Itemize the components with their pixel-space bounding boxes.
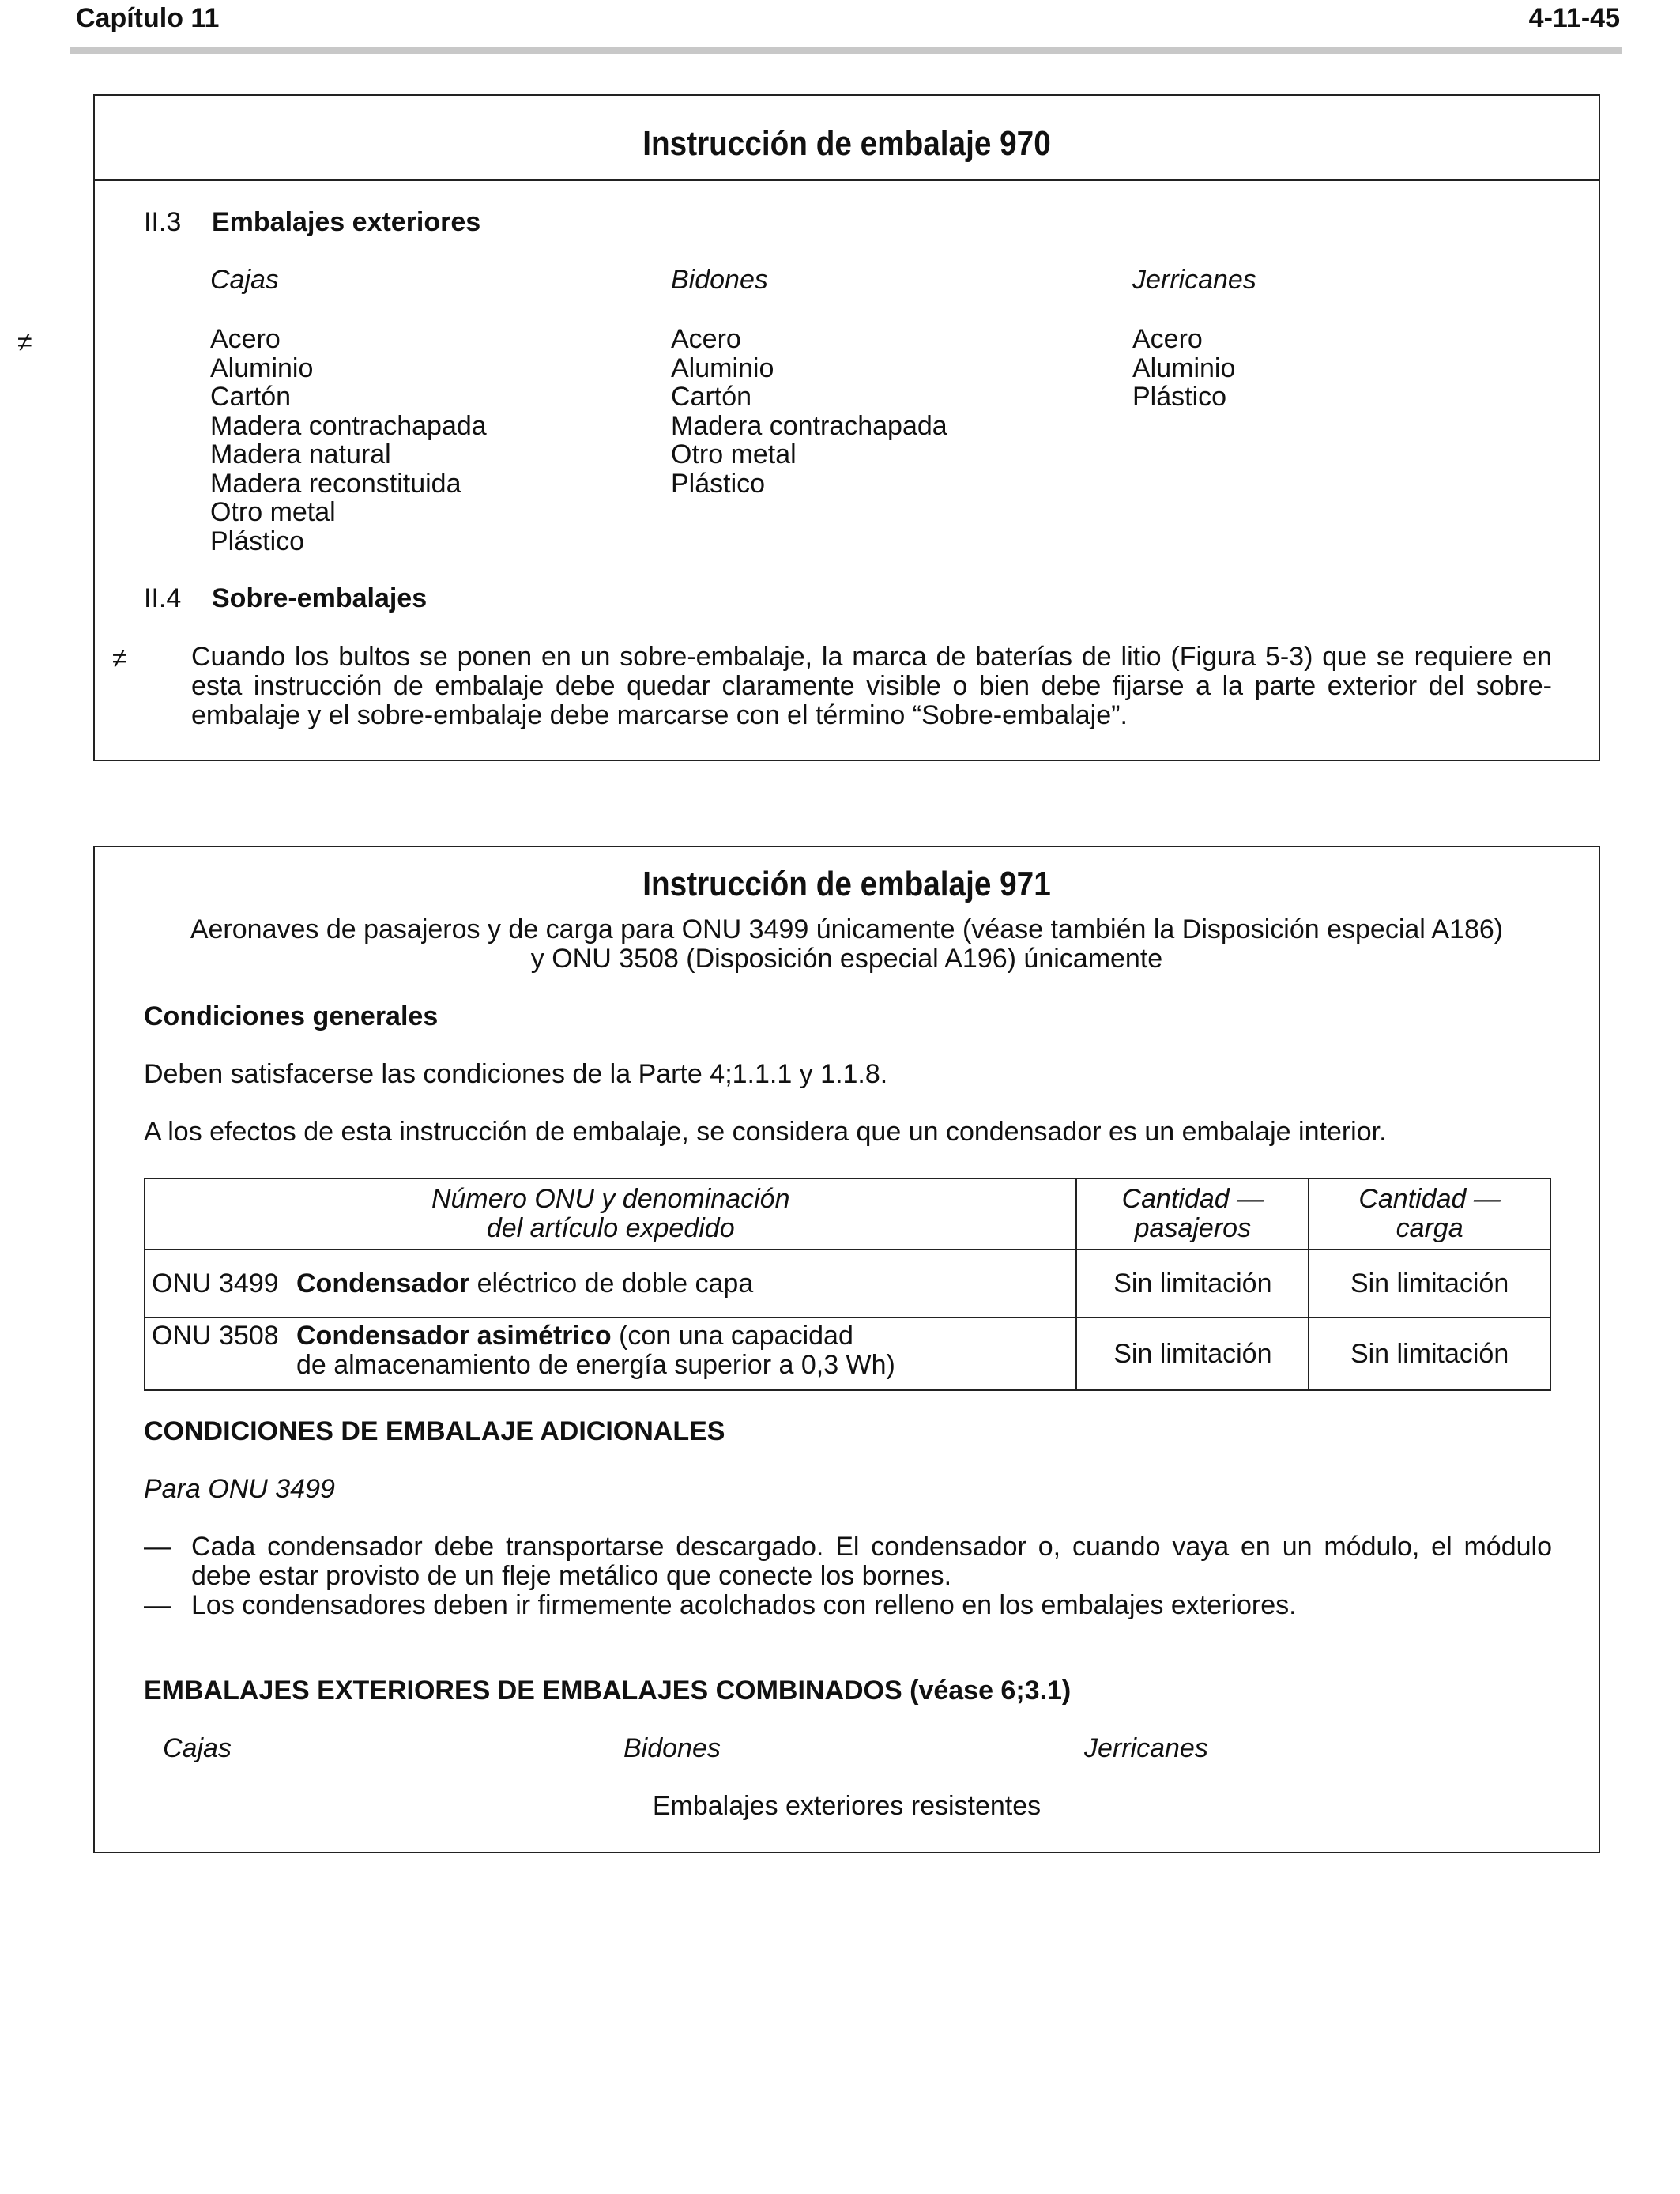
table-row — [145, 1250, 1550, 1318]
header-rule — [70, 47, 1622, 54]
list-item: Madera contrachapada — [671, 410, 947, 441]
list-item: Cartón — [210, 382, 292, 412]
additional-conditions-heading: CONDICIONES DE EMBALAJE ADICIONALES — [144, 1416, 725, 1446]
list-item: Otro metal — [210, 497, 336, 527]
pi971-subtitle-line1: Aeronaves de pasajeros y de carga para ONU 3499 únicamente (véase también la Disposición especial A186) — [190, 914, 1504, 944]
list-item: Madera reconstituida — [210, 468, 461, 499]
passenger-qty-cell: Sin limitación — [1076, 1250, 1309, 1318]
strong-outer-packagings-text: Embalajes exteriores resistentes — [652, 1791, 1042, 1821]
list-item: Madera natural — [210, 439, 391, 469]
shipping-name-rest: eléctrico de doble capa — [469, 1268, 754, 1299]
column-heading-boxes: Cajas — [210, 265, 279, 295]
un-number: ONU 3508 — [152, 1321, 279, 1351]
cargo-qty-cell: Sin limitación — [1309, 1250, 1550, 1318]
section-number-ii4: II.4 — [144, 583, 182, 613]
quantity-table — [144, 1178, 1551, 1391]
un-name-cell — [145, 1250, 1076, 1318]
list-item: Plástico — [1132, 382, 1227, 412]
header-line: Cantidad — — [1358, 1184, 1501, 1214]
combination-outer-heading: EMBALAJES EXTERIORES DE EMBALAJES COMBINADOS (véase 6;3.1) — [144, 1676, 1072, 1706]
shipping-name — [296, 1321, 895, 1380]
bullet-dash: — — [144, 1590, 171, 1620]
bullet-text-2: Los condensadores deben ir firmemente acolchados con relleno en los embalajes exteriores. — [191, 1590, 1297, 1620]
un-number: ONU 3499 — [152, 1268, 279, 1299]
list-item: Aluminio — [210, 352, 314, 383]
page-number: 4-11-45 — [1528, 3, 1620, 33]
list-item: Cartón — [671, 382, 752, 412]
list-item: Acero — [210, 324, 281, 354]
boxes-material-list — [210, 325, 487, 556]
list-item: Aluminio — [671, 352, 774, 383]
cargo-qty-cell: Sin limitación — [1309, 1318, 1550, 1390]
column-header-un-name — [145, 1178, 1076, 1250]
column-heading-drums: Bidones — [671, 265, 768, 295]
pi971-subtitle-line2: y ONU 3508 (Disposición especial A196) únicamente — [530, 944, 1163, 974]
list-item: Madera contrachapada — [210, 410, 487, 441]
inner-packaging-note: A los efectos de esta instrucción de embalaje, se considera que un condensador es un embalaje interior. — [144, 1117, 1387, 1147]
change-mark: ≠ — [112, 643, 127, 673]
section-heading-overpacks: Sobre-embalajes — [212, 583, 428, 613]
general-conditions-heading: Condiciones generales — [144, 1001, 439, 1031]
shipping-name-rest: (con una capacidad — [611, 1321, 853, 1351]
shipping-name-bold: Condensador asimétrico — [296, 1321, 612, 1351]
header-line: Cantidad — — [1121, 1184, 1264, 1214]
pi971-title: Instrucción de embalaje 971 — [642, 865, 1051, 903]
shipping-name — [296, 1269, 753, 1299]
passenger-qty-cell: Sin limitación — [1076, 1318, 1309, 1390]
header-line: carga — [1396, 1213, 1463, 1243]
list-item: Acero — [1132, 324, 1203, 354]
header-line: Número ONU y denominación — [431, 1184, 790, 1214]
column-heading-jerricans: Jerricanes — [1084, 1733, 1208, 1763]
title-divider — [95, 179, 1599, 181]
shipping-name-line2: de almacenamiento de energía superior a 0,3 Wh) — [296, 1350, 895, 1380]
table-header-row — [145, 1178, 1550, 1250]
list-item: Aluminio — [1132, 352, 1236, 383]
list-item: Plástico — [210, 526, 305, 556]
list-item: Acero — [671, 324, 741, 354]
change-mark: ≠ — [17, 327, 32, 357]
column-header-cargo-qty — [1309, 1178, 1550, 1250]
bullet-dash: — — [144, 1532, 171, 1562]
column-heading-drums: Bidones — [623, 1733, 721, 1763]
list-item: Otro metal — [671, 439, 797, 469]
un-name-cell — [145, 1318, 1076, 1390]
header-line: del artículo expedido — [486, 1213, 735, 1243]
list-item: Plástico — [671, 468, 766, 499]
column-heading-boxes: Cajas — [163, 1733, 232, 1763]
overpack-paragraph: Cuando los bultos se ponen en un sobre-embalaje, la marca de baterías de litio (Figura 5-3) que se requiere en esta instrucción de embalaje debe quedar claramente visible o bien debe fijarse a la parte exterior del sobre-embalaje y el sobre-embalaje debe marcarse con el término “Sobre-embalaje”. — [191, 642, 1552, 730]
drums-material-list — [671, 325, 947, 498]
chapter-label: Capítulo 11 — [76, 3, 220, 33]
section-number-ii3: II.3 — [144, 207, 182, 237]
general-conditions-text: Deben satisfacerse las condiciones de la Parte 4;1.1.1 y 1.1.8. — [144, 1059, 888, 1089]
header-line: pasajeros — [1134, 1213, 1252, 1243]
jerricans-material-list — [1132, 325, 1235, 412]
column-header-passenger-qty — [1076, 1178, 1309, 1250]
bullet-text-1: Cada condensador debe transportarse descargado. El condensador o, cuando vaya en un módulo, el módulo debe estar provisto de un fleje metálico que conecte los bornes. — [191, 1532, 1552, 1591]
shipping-name-bold: Condensador — [296, 1268, 470, 1299]
packing-instruction-971-box — [93, 846, 1600, 1853]
un3499-subheading: Para ONU 3499 — [144, 1474, 335, 1504]
section-heading-outer-packagings: Embalajes exteriores — [212, 207, 481, 237]
pi970-title: Instrucción de embalaje 970 — [642, 124, 1051, 163]
packing-instruction-970-box — [93, 94, 1600, 761]
column-heading-jerricans: Jerricanes — [1132, 265, 1256, 295]
table-row — [145, 1318, 1550, 1390]
